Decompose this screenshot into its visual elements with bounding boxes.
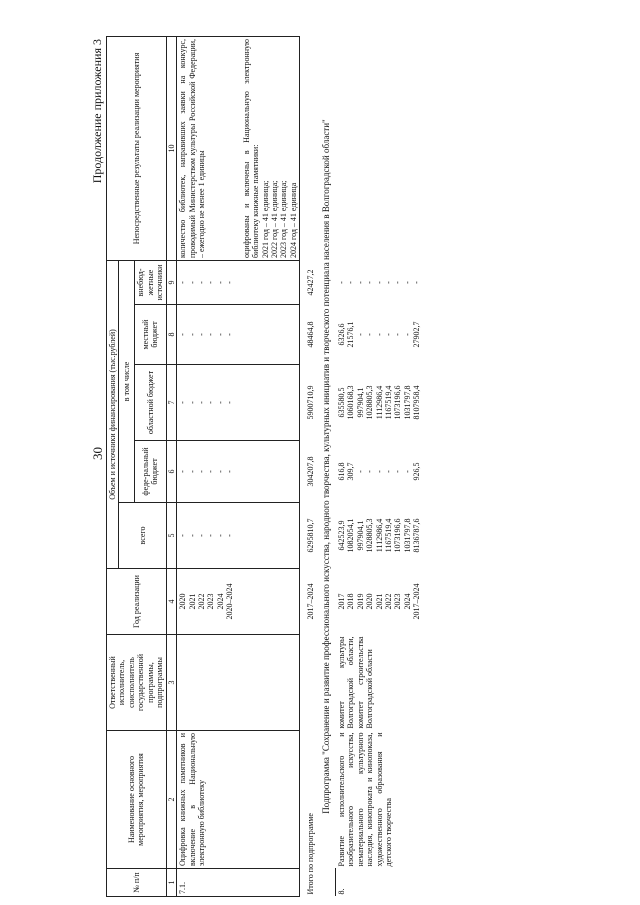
measure-federal: 616,8 309,7 - - - - - - 926,5	[336, 462, 422, 481]
rotated-page-content	[88, 37, 618, 897]
measure-federal: - - - - - -	[177, 441, 236, 503]
column-number-row	[166, 36, 176, 896]
header-total: всего	[119, 503, 166, 569]
col-num: 10	[166, 36, 176, 260]
subtotal-row	[300, 36, 317, 896]
measure-local: - - - - - -	[177, 305, 236, 365]
header-regional: областной бюджет	[135, 365, 166, 441]
col-num: 5	[166, 503, 176, 569]
measure-years: 2020 2021 2022 2023 2024 2020–2024	[177, 569, 236, 635]
header-local: местный бюджет	[135, 305, 166, 365]
measure-regional: 635580,5 1060168,3 997904,1 1028805,3 1112986,4 1167519,4 1073196,6 1031797,8 8107958,4	[336, 385, 422, 420]
measure-executor: комитет культуры Волгоградской области, комитет строительства Волгоградской области	[336, 636, 375, 729]
header-incl: в том числе	[119, 260, 135, 502]
measure-result	[336, 36, 423, 260]
col-num: 6	[166, 441, 176, 503]
measure-executor	[177, 635, 236, 731]
header-year: Год реализации	[107, 569, 167, 635]
measure-years: 2017 2018 2019 2020 2021 2022 2023 2024 2017–2024	[336, 583, 422, 620]
col-num: 9	[166, 260, 176, 304]
continuation-label: Продолжение приложения 3	[90, 39, 104, 184]
col-num: 7	[166, 365, 176, 441]
col-num: 3	[166, 635, 176, 731]
measure-extra: - - - - - -	[177, 260, 236, 304]
col-num: 8	[166, 305, 176, 365]
table-row	[236, 36, 300, 896]
table-row	[336, 36, 423, 896]
header-name: Наименование основного мероприятия, мероприятия	[107, 731, 167, 869]
col-num: 2	[166, 731, 176, 869]
measure-result: оцифрованы и включены в Национальную электронную библиотеку книжные памятники: 2021 год – 41 единица; 2022 год – 41 единица; 2023 год – 41 единица; 2024 год – 41 единица	[236, 36, 300, 260]
subtotal-regional: 5900710,9	[306, 385, 316, 420]
subtotal-label: Итого по подпрограмме	[306, 813, 316, 895]
measure-total: - - - - - -	[177, 503, 236, 569]
measure-total: 642523,9 1082054,1 997904,1 1028805,3 1112986,4 1167519,4 1073196,6 1031797,8 8136787,6	[336, 518, 422, 553]
row-number: 8.	[336, 869, 423, 897]
header-federal: феде-ральный бюджет	[135, 441, 166, 503]
header-extra: внебюд-жетные источники	[135, 260, 166, 304]
row-number: 7.1.	[177, 869, 236, 897]
table-row	[177, 36, 236, 896]
subtotal-federal: 304207,8	[306, 456, 316, 487]
subtotal-local: 48464,8	[306, 321, 316, 348]
program-measures-table	[106, 36, 423, 897]
col-num: 4	[166, 569, 176, 635]
measure-extra: - - - - - - - - -	[336, 281, 422, 284]
measure-local: 6326,6 21576,1 - - - - - - 27902,7	[336, 321, 422, 348]
header-results: Непосредственные результаты реализации мероприятия	[107, 36, 167, 260]
subtotal-years: 2017–2024	[306, 583, 316, 620]
subprogram-title: Подпрограмма "Сохранение и развитие профессионального искусства, народного творчества, культурных инициатив и творческого потенциала населения в Волгоградской области"	[320, 119, 331, 814]
page-number: 30	[90, 447, 105, 460]
measure-result: количество библиотек, направивших заявки на конкурс, проводимый Министерством культуры Российской Федерации, – ежегодно не менее 1 единицы	[177, 36, 236, 260]
subtotal-total: 6295810,7	[306, 518, 316, 553]
header-num: № п/п	[107, 869, 167, 897]
measure-name: Оцифровка книжных памятников и включение в Национальную электронную библиотеку	[177, 731, 236, 869]
measure-name: Развитие исполнительского и изобразительного искусства, нематериального культурного наследия, кинопроката и кинопоказа, художественного образования и детского творчества	[336, 732, 394, 867]
subtotal-extra: 42427,2	[306, 269, 316, 296]
col-num: 1	[166, 869, 176, 897]
subprogram-row	[317, 36, 336, 896]
measure-regional: - - - - - -	[177, 365, 236, 441]
header-executor: Ответственный исполнитель, соисполнитель государственной программы, подпрограммы	[107, 635, 167, 731]
header-funding: Объем и источники финансирования (тыс.рублей)	[107, 260, 119, 568]
